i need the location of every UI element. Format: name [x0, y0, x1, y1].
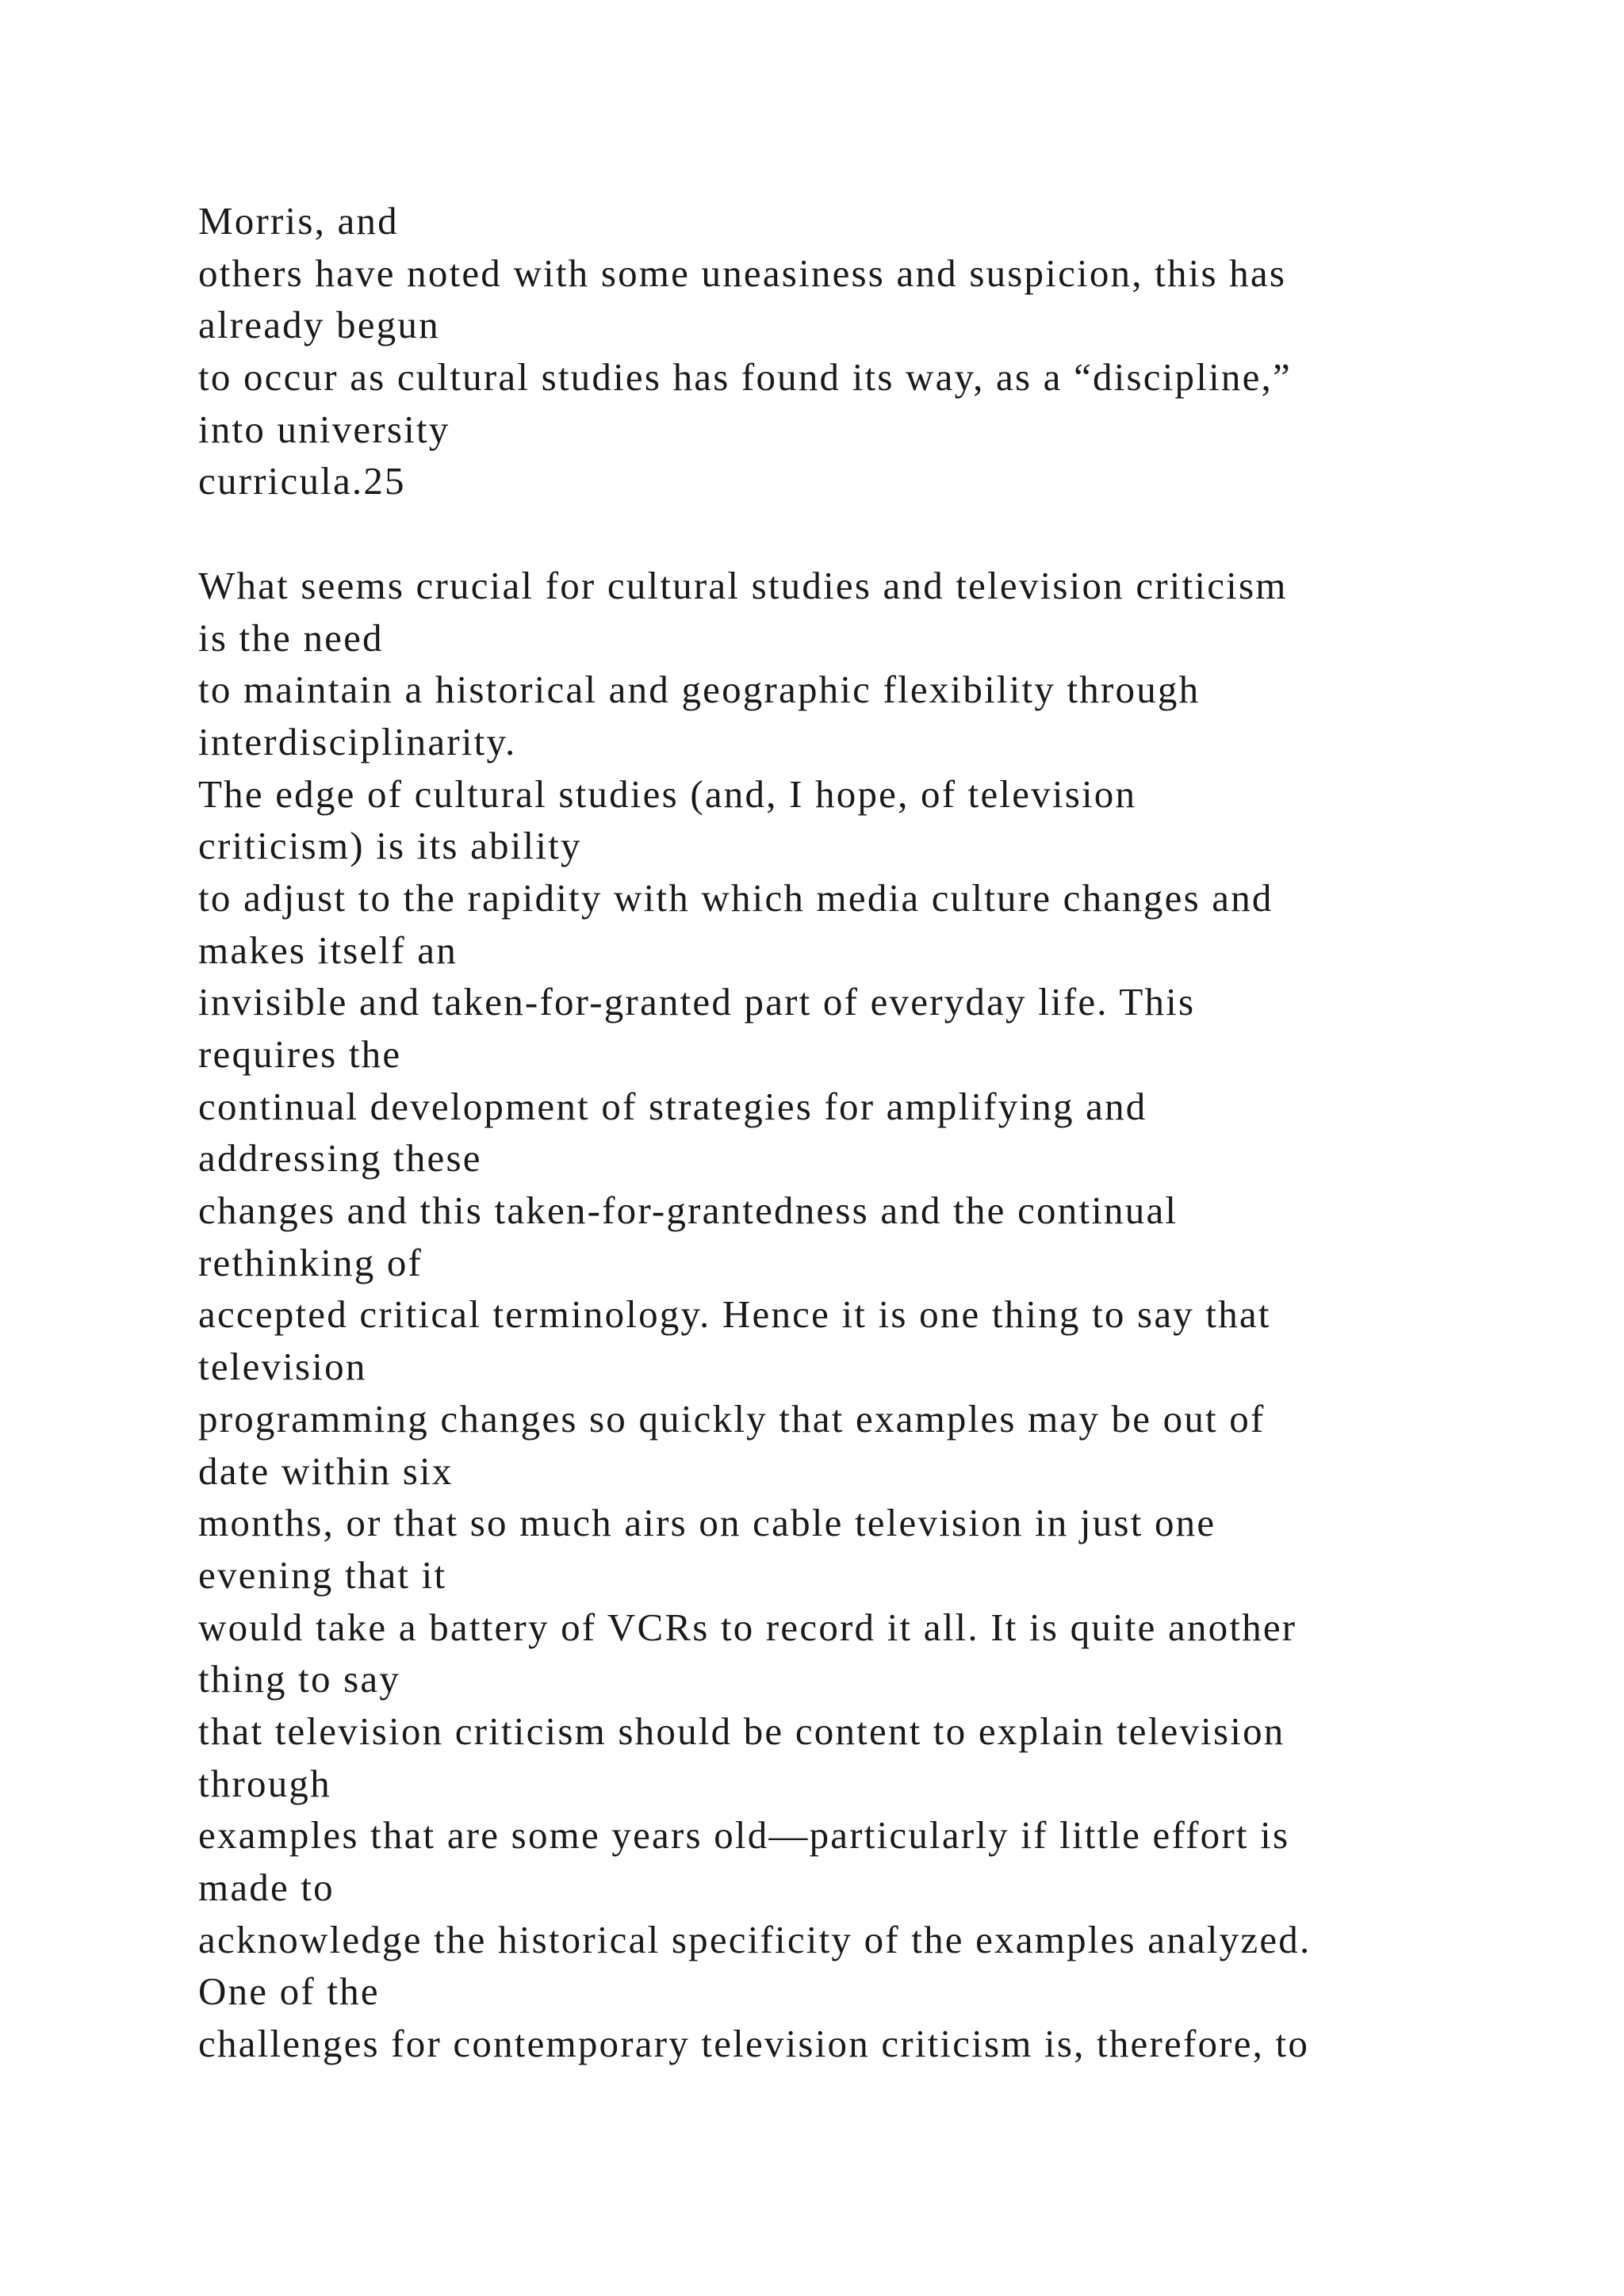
text-line: already begun	[198, 303, 440, 347]
text-line: criticism) is its ability	[198, 824, 582, 868]
text-line: The edge of cultural studies (and, I hope, of television	[198, 771, 1137, 816]
text-line: months, or that so much airs on cable television in just one	[198, 1501, 1216, 1545]
text-line: to occur as cultural studies has found its way, as a “discipline,”	[198, 355, 1292, 400]
text-line: requires the	[198, 1032, 402, 1076]
text-line: examples that are some years old—particularly if little effort is	[198, 1813, 1290, 1858]
text-line: into university	[198, 407, 450, 451]
text-line: acknowledge the historical specificity of the examples analyzed.	[198, 1917, 1312, 1961]
paragraph-break	[198, 507, 1515, 560]
text-line: One of the	[198, 1969, 380, 2014]
text-line: addressing these	[198, 1136, 482, 1181]
text-line: would take a battery of VCRs to record it all. It is quite another	[198, 1605, 1297, 1649]
text-line: television	[198, 1345, 367, 1389]
text-line: through	[198, 1761, 331, 1805]
text-line: rethinking of	[198, 1240, 423, 1284]
paragraph-1	[198, 195, 1515, 507]
text-line: accepted critical terminology. Hence it is one thing to say that	[198, 1292, 1271, 1337]
body-text	[198, 195, 1515, 2070]
text-line: others have noted with some uneasiness and suspicion, this has	[198, 251, 1287, 295]
text-line: evening that it	[198, 1552, 447, 1597]
text-line: makes itself an	[198, 928, 458, 972]
text-line: Morris, and	[198, 199, 399, 243]
text-line: continual development of strategies for amplifying and	[198, 1084, 1147, 1128]
text-line: to adjust to the rapidity with which media culture changes and	[198, 875, 1274, 920]
text-line: date within six	[198, 1448, 454, 1493]
text-line: curricula.25	[198, 459, 406, 503]
text-line: is the need	[198, 615, 384, 660]
text-line: that television criticism should be content to explain television	[198, 1709, 1285, 1753]
text-line: made to	[198, 1866, 335, 1909]
text-line: changes and this taken-for-grantedness and the continual	[198, 1188, 1178, 1233]
text-line: What seems crucial for cultural studies and television criticism	[198, 563, 1288, 607]
paragraph-2	[198, 560, 1515, 2070]
text-line: to maintain a historical and geographic flexibility through	[198, 668, 1201, 712]
text-line: invisible and taken-for-granted part of everyday life. This	[198, 980, 1196, 1024]
text-line: challenges for contemporary television criticism is, therefore, to	[198, 2022, 1310, 2066]
text-line: programming changes so quickly that examples may be out of	[198, 1396, 1266, 1441]
text-line: thing to say	[198, 1657, 401, 1701]
text-line: interdisciplinarity.	[198, 719, 517, 763]
